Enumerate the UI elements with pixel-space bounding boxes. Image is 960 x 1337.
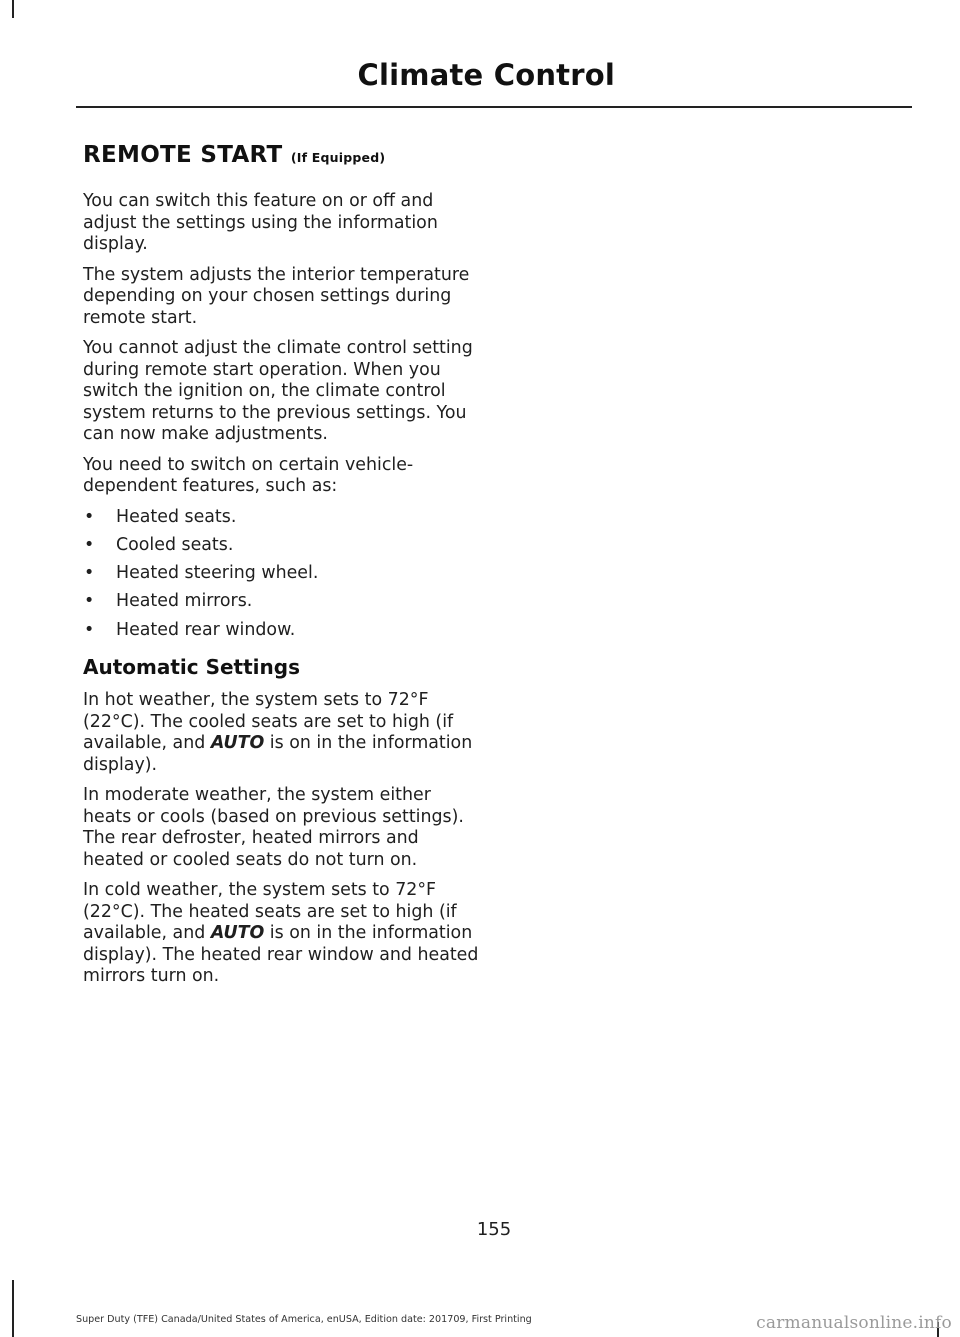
list-item: [83, 507, 483, 529]
list-item-text: Cooled seats.: [116, 534, 234, 555]
crop-mark-bottom-left: [12, 1280, 14, 1337]
paragraph-hot-weather: [83, 690, 483, 776]
paragraph-moderate-weather: In moderate weather, the system either heats or cools (based on previous settings). The rear defroster, heated mirrors and heated or cooled seats do not turn on.: [83, 785, 464, 870]
watermark-text: carmanualsonline.info: [756, 1313, 952, 1333]
cold-text-before: In cold weather, the system sets to 72°F (22°C). The heated seats are set to high (if available, and: [83, 880, 457, 944]
edition-footer: Super Duty (TFE) Canada/United States of America, enUSA, Edition date: 201709, First Printing: [76, 1314, 532, 1325]
crop-mark-top-left: [12, 0, 14, 18]
subsection-heading: Automatic Settings: [83, 655, 300, 680]
section-title-suffix: (If Equipped): [290, 150, 386, 165]
feature-list: [83, 507, 483, 642]
cold-text-after: is on in the information display). The heated rear window and heated mirrors turn on.: [83, 923, 479, 987]
page-header-title: Climate Control: [357, 58, 615, 92]
list-item: [83, 620, 483, 642]
list-item-text: Heated steering wheel.: [116, 563, 319, 584]
paragraph-cold-weather: [83, 880, 483, 988]
list-item-text: Heated seats.: [116, 506, 237, 527]
bullet-glyph: •: [84, 619, 95, 640]
paragraph-features-intro: You need to switch on certain vehicle-dependent features, such as:: [83, 454, 414, 496]
hot-text-after: is on in the information display).: [83, 733, 473, 775]
paragraph-interior-temperature: The system adjusts the interior temperature depending on your chosen settings during remote start.: [83, 264, 470, 328]
bullet-glyph: •: [84, 563, 95, 584]
main-content: [83, 140, 483, 997]
bullet-glyph: •: [84, 506, 95, 527]
section-title: REMOTE START: [83, 142, 283, 168]
hot-text-before: In hot weather, the system sets to 72°F (22°C). The cooled seats are set to high (if available, and: [83, 690, 454, 754]
list-item: [83, 535, 483, 557]
list-item: [83, 563, 483, 585]
bullet-glyph: •: [84, 534, 95, 555]
list-item-text: Heated rear window.: [116, 619, 296, 640]
list-item-text: Heated mirrors.: [116, 591, 253, 612]
paragraph-no-adjust: You cannot adjust the climate control setting during remote start operation. When you switch the ignition on, the climate control system returns to the previous settings. You can now make adjustments.: [83, 338, 473, 444]
hot-auto-keyword: AUTO: [210, 733, 265, 754]
bullet-glyph: •: [84, 591, 95, 612]
page-number: 155: [476, 1219, 512, 1240]
section-heading: [83, 140, 483, 173]
header-divider: [76, 106, 912, 108]
list-item: [83, 591, 483, 613]
cold-auto-keyword: AUTO: [210, 923, 265, 944]
paragraph-intro: You can switch this feature on or off and adjust the settings using the information display.: [83, 191, 438, 254]
